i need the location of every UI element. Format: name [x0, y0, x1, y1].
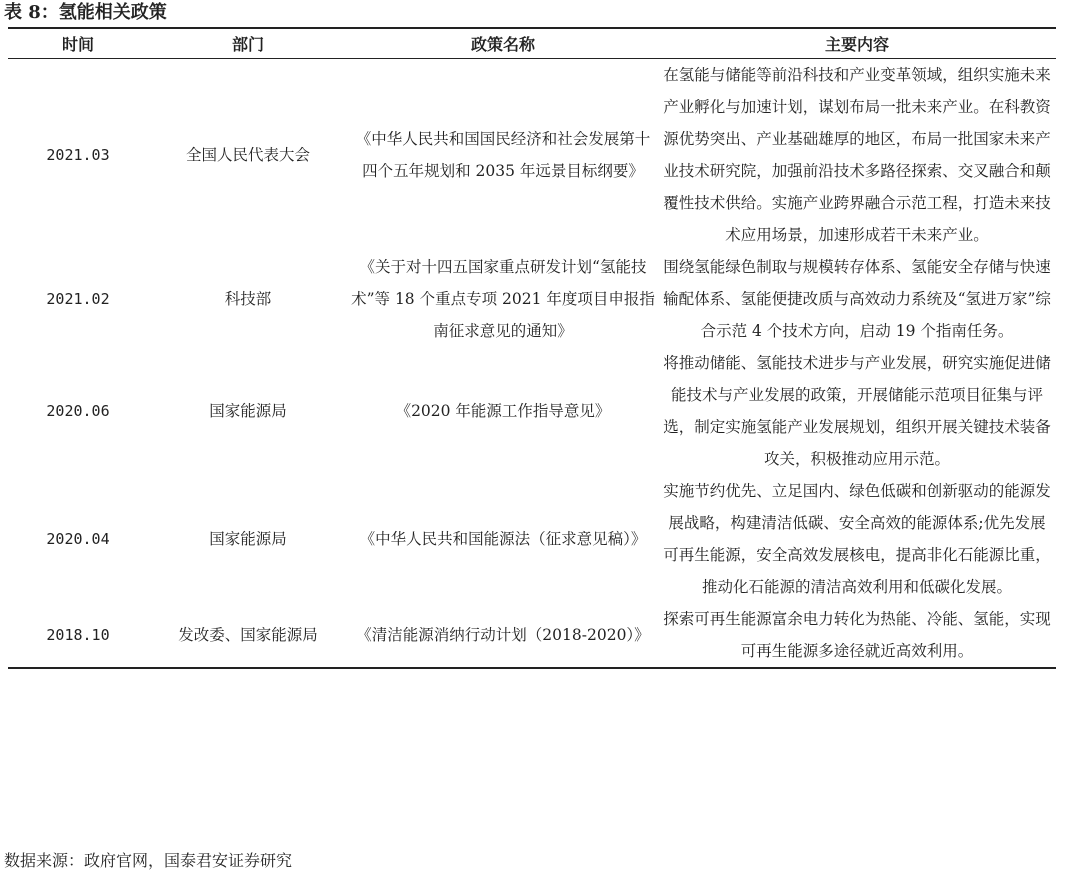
- row-policy: 《中华人民共和国国民经济和社会发展第十四个五年规划和 2035 年远景目标纲要》: [355, 130, 651, 180]
- row-policy: 《清洁能源消纳行动计划（2018-2020）》: [348, 603, 658, 668]
- table-row: [8, 251, 1056, 347]
- table-row: [8, 603, 1056, 668]
- table-row: [8, 347, 1056, 475]
- data-source-note: 数据来源：政府官网，国泰君安证券研究: [4, 851, 293, 870]
- table-caption: 表 8：氢能相关政策: [4, 2, 167, 23]
- row-time: 2021.02: [46, 290, 110, 308]
- row-content: 实施节约优先、立足国内、绿色低碳和创新驱动的能源发展战略，构建清洁低碳、安全高效的能源体系;优先发展可再生能源，安全高效发展核电，提高非化石能源比重，推动化石能源的清洁高效利用和低碳化发展。: [663, 482, 1051, 596]
- row-content: 围绕氢能绿色制取与规模转存体系、氢能安全存储与快速输配体系、氢能便捷改质与高效动力系统及“氢进万家”综合示范 4 个技术方向，启动 19 个指南任务。: [663, 258, 1051, 340]
- header-content: 主要内容: [658, 28, 1056, 59]
- row-content: 将推动储能、氢能技术进步与产业发展，研究实施促进储能技术与产业发展的政策，开展储能示范项目征集与评选，制定实施氢能产业发展规划，组织开展关键技术装备攻关，积极推动应用示范。: [663, 354, 1051, 468]
- row-policy: 《中华人民共和国能源法（征求意见稿）》: [359, 530, 647, 548]
- row-dept: 国家能源局: [209, 530, 287, 548]
- row-time: 2018.10: [8, 603, 148, 668]
- row-time: 2020.04: [46, 530, 110, 548]
- row-policy: 《关于对十四五国家重点研发计划“氢能技术”等 18 个重点专项 2021 年度项目申报指南征求意见的通知》: [351, 258, 655, 340]
- row-content: 探索可再生能源富余电力转化为热能、冷能、氢能，实现可再生能源多途径就近高效利用。: [658, 603, 1056, 668]
- table-row: [8, 59, 1056, 252]
- header-dept: 部门: [148, 28, 348, 59]
- row-dept: 科技部: [224, 290, 272, 308]
- row-policy: 《2020 年能源工作指导意见》: [395, 402, 611, 420]
- row-dept: 国家能源局: [209, 402, 287, 420]
- header-time: 时间: [8, 28, 148, 59]
- row-time: 2021.03: [46, 146, 110, 164]
- row-dept: 发改委、国家能源局: [148, 603, 348, 668]
- row-dept: 全国人民代表大会: [185, 146, 310, 164]
- policy-table: [8, 27, 1056, 669]
- policy-table-container: [8, 27, 1056, 669]
- header-policy: 政策名称: [348, 28, 658, 59]
- table-row: [8, 475, 1056, 603]
- table-header-row: [8, 28, 1056, 59]
- row-time: 2020.06: [46, 402, 110, 420]
- row-content: 在氢能与储能等前沿科技和产业变革领域，组织实施未来产业孵化与加速计划，谋划布局一批未来产业。在科教资源优势突出、产业基础雄厚的地区，布局一批国家未来产业技术研究院，加强前沿技术多路径探索、交叉融合和颠覆性技术供给。实施产业跨界融合示范工程，打造未来技术应用场景，加速形成若干未来产业。: [663, 66, 1051, 244]
